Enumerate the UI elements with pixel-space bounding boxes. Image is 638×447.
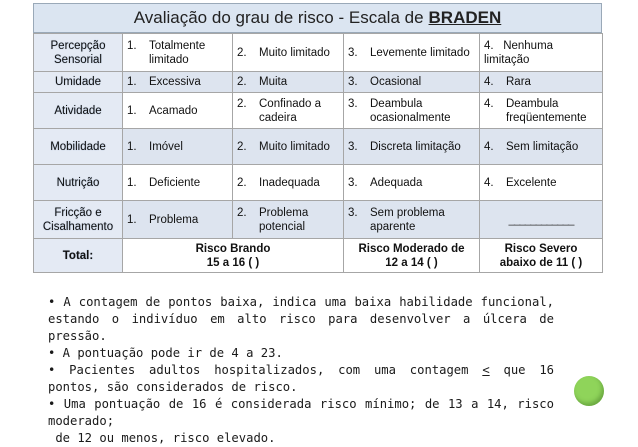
table-cell: 1. Problema — [123, 201, 233, 239]
table-row — [34, 34, 603, 72]
table-cell: 3. Levemente limitado — [344, 34, 480, 72]
risk-moderate: Risco Moderado de 12 a 14 ( ) — [344, 239, 480, 273]
table-row-total — [34, 239, 603, 273]
table-cell: 2. Muita — [233, 72, 344, 93]
table-cell: 1. Imóvel — [123, 129, 233, 165]
table-cell: 4. Rara — [480, 72, 603, 93]
table-cell: 3. Deambula ocasionalmente — [344, 93, 480, 129]
table-cell: 4. Sem limitação — [480, 129, 603, 165]
table-row — [34, 72, 603, 93]
row-label: Umidade — [34, 72, 123, 93]
table-cell: 4. Excelente — [480, 165, 603, 201]
table-cell: 3. Ocasional — [344, 72, 480, 93]
row-label: Nutrição — [34, 165, 123, 201]
slide-title — [33, 3, 602, 33]
table-row — [34, 93, 603, 129]
empty-placeholder: ____________ — [508, 213, 574, 226]
table-row — [34, 129, 603, 165]
decorative-circle — [574, 376, 604, 406]
table-cell: 1. Acamado — [123, 93, 233, 129]
table-cell: 1. Deficiente — [123, 165, 233, 201]
row-label: Atividade — [34, 93, 123, 129]
table-cell — [480, 201, 603, 239]
table-cell: 3. Discreta limitação — [344, 129, 480, 165]
note-item: • Uma pontuação de 16 é considerada risco mínimo; de 13 a 14, risco moderado; — [48, 397, 554, 428]
table-cell: 1. Totalmente limitado — [123, 34, 233, 72]
table-row — [34, 165, 603, 201]
title-prefix: Avaliação do grau de risco - Escala de — [133, 8, 424, 27]
note-item: • A contagem de pontos baixa, indica uma baixa habilidade funcional, estando o indivíduo em alto risco para desenvolver a úlcera de pressão. — [48, 295, 554, 343]
notes-list — [48, 294, 554, 447]
row-label: Percepção Sensorial — [34, 34, 123, 72]
table-cell: 3. Sem problema aparente — [344, 201, 480, 239]
row-label: Fricção e Cisalhamento — [34, 201, 123, 239]
table-cell: 4. Nenhuma limitação — [480, 34, 603, 72]
table-cell: 2. Muito limitado — [233, 34, 344, 72]
note-item: de 12 ou menos, risco elevado. — [48, 431, 276, 445]
table-cell: 4. Deambula freqüentemente — [480, 93, 603, 129]
note-item: • A pontuação pode ir de 4 a 23. — [48, 346, 283, 360]
row-label: Mobilidade — [34, 129, 123, 165]
braden-scale-table — [33, 33, 603, 273]
note-item: • Pacientes adultos hospitalizados, com uma contagem < que 16 pontos, são considerados de risco. — [48, 363, 554, 394]
table-cell: 2. Muito limitado — [233, 129, 344, 165]
table-cell: 3. Adequada — [344, 165, 480, 201]
table-cell: 1. Excessiva — [123, 72, 233, 93]
table-cell: 2. Problema potencial — [233, 201, 344, 239]
table-cell: 2. Inadequada — [233, 165, 344, 201]
table-cell: 2. Confinado a cadeira — [233, 93, 344, 129]
risk-severe: Risco Severo abaixo de 11 ( ) — [480, 239, 603, 273]
title-emphasis: BRADEN — [428, 8, 502, 27]
table-row — [34, 201, 603, 239]
risk-low: Risco Brando 15 a 16 ( ) — [123, 239, 344, 273]
total-label: Total: — [34, 239, 123, 273]
